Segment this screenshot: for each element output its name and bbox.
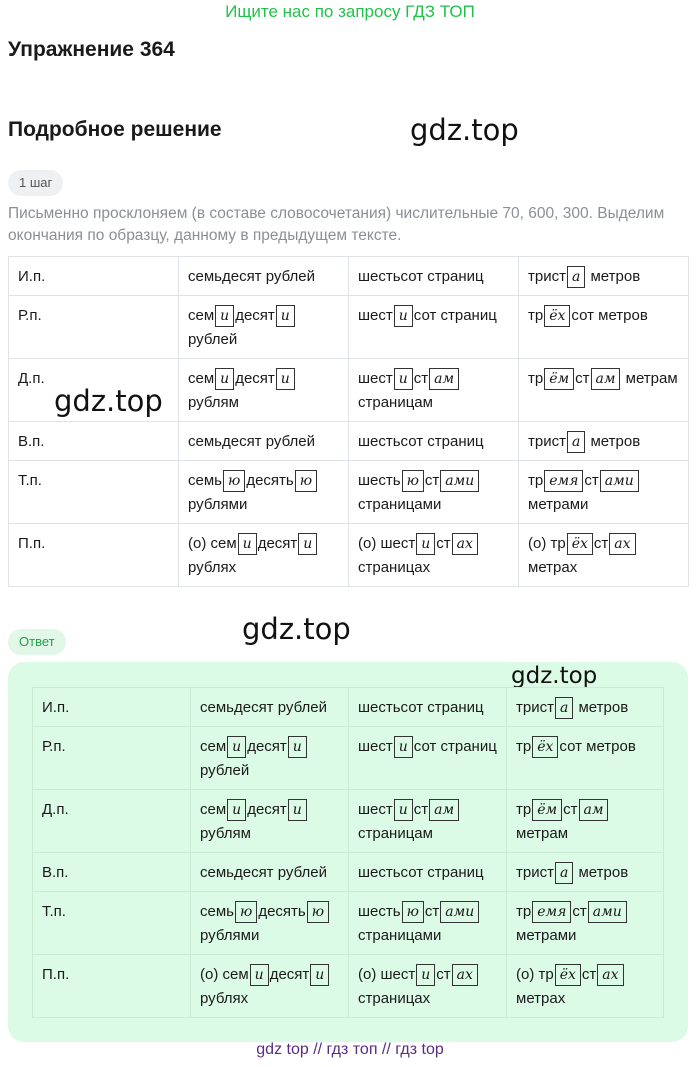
table-row [9, 422, 689, 461]
table-row [33, 892, 664, 955]
numeral-form-300: тр ёх сот метров [507, 727, 664, 790]
ending-box: ах [609, 533, 635, 555]
numeral-form-70: сем и десят и рублям [179, 359, 349, 422]
numeral-form-600: (о) шест и ст ах страницах [349, 955, 507, 1018]
numeral-form-70: семьдесят рублей [179, 257, 349, 296]
ending-box: ах [452, 533, 478, 555]
ending-box: и [288, 736, 307, 758]
case-label: П.п. [33, 955, 191, 1018]
case-label: Д.п. [9, 359, 179, 422]
ending-box: и [227, 736, 246, 758]
solution-heading: Подробное решение [8, 118, 222, 141]
ending-box: ами [440, 901, 479, 923]
numeral-form-600: шест и ст ам страницам [349, 790, 507, 853]
numeral-form-600: шест и сот страниц [349, 296, 519, 359]
ending-box: и [394, 736, 413, 758]
ending-box: ёх [532, 736, 558, 758]
table-row [33, 955, 664, 1018]
ending-box: ёх [555, 964, 581, 986]
case-label: Т.п. [33, 892, 191, 955]
numeral-form-300: трист а метров [507, 853, 664, 892]
ending-box: ам [591, 368, 621, 390]
numeral-form-300: тр емя ст ами метрами [507, 892, 664, 955]
numeral-form-300: трист а метров [519, 422, 689, 461]
ending-box: ю [402, 470, 424, 492]
numeral-form-600: шестьсот страниц [349, 257, 519, 296]
ending-box: и [276, 305, 295, 327]
table-row [9, 296, 689, 359]
ending-box: и [250, 964, 269, 986]
ending-box: емя [544, 470, 583, 492]
table-row [33, 727, 664, 790]
numeral-form-600: шест и сот страниц [349, 727, 507, 790]
numeral-form-300: тр ём ст ам метрам [507, 790, 664, 853]
ending-box: ах [597, 964, 623, 986]
ending-box: и [394, 305, 413, 327]
ending-box: ю [295, 470, 317, 492]
ending-box: и [238, 533, 257, 555]
case-label: Т.п. [9, 461, 179, 524]
numeral-form-300: тр ём ст ам метрам [519, 359, 689, 422]
ending-box: ами [600, 470, 639, 492]
ending-box: и [416, 533, 435, 555]
exercise-title: Упражнение 364 [8, 38, 175, 61]
numeral-form-600: (о) шест и ст ах страницах [349, 524, 519, 587]
numeral-form-600: шесть ю ст ами страницами [349, 461, 519, 524]
declension-table [8, 256, 689, 587]
case-label: В.п. [33, 853, 191, 892]
ending-box: ю [235, 901, 257, 923]
solution-description: Письменно просклоняем (в составе словосочетания) числительные 70, 600, 300. Выделим окончания по образцу, данному в предыдущем тексте. [8, 205, 665, 244]
ending-box: ами [440, 470, 479, 492]
ending-box: и [298, 533, 317, 555]
ending-box: и [276, 368, 295, 390]
numeral-form-70: сем и десят и рублей [191, 727, 349, 790]
ending-box: а [555, 697, 573, 719]
case-label: Р.п. [33, 727, 191, 790]
table-row [33, 853, 664, 892]
numeral-form-600: шест и ст ам страницам [349, 359, 519, 422]
watermark: gdz.top [410, 113, 519, 147]
ending-box: и [288, 799, 307, 821]
numeral-form-70: сем и десят и рублям [191, 790, 349, 853]
table-row [9, 461, 689, 524]
answer-declension-table [32, 687, 664, 1018]
numeral-form-600: шесть ю ст ами страницами [349, 892, 507, 955]
case-label: И.п. [33, 688, 191, 727]
promo-banner[interactable]: Ищите нас по запросу ГДЗ ТОП [225, 2, 475, 21]
ending-box: а [555, 862, 573, 884]
footer-links[interactable]: gdz top // гдз топ // гдз top [256, 1041, 444, 1058]
ending-box: и [394, 799, 413, 821]
watermark: gdz.top [242, 612, 351, 646]
case-label: Д.п. [33, 790, 191, 853]
numeral-form-70: семь ю десять ю рублями [179, 461, 349, 524]
ending-box: ам [429, 799, 459, 821]
ending-box: а [567, 431, 585, 453]
table-row [33, 790, 664, 853]
table-row [9, 524, 689, 587]
ending-box: и [310, 964, 329, 986]
numeral-form-70: (о) сем и десят и рублях [191, 955, 349, 1018]
watermark: gdz.top [511, 663, 598, 689]
ending-box: ёх [567, 533, 593, 555]
answer-badge: Ответ [8, 629, 66, 655]
case-label: П.п. [9, 524, 179, 587]
ending-box: и [215, 305, 234, 327]
numeral-form-600: шестьсот страниц [349, 853, 507, 892]
ending-box: ах [452, 964, 478, 986]
numeral-form-70: семьдесят рублей [191, 688, 349, 727]
table-row [33, 688, 664, 727]
watermark: gdz.top [54, 384, 163, 418]
ending-box: ю [402, 901, 424, 923]
ending-box: ами [588, 901, 627, 923]
numeral-form-70: сем и десят и рублей [179, 296, 349, 359]
numeral-form-300: тр емя ст ами метрами [519, 461, 689, 524]
ending-box: ёх [544, 305, 570, 327]
numeral-form-300: (о) тр ёх ст ах метрах [519, 524, 689, 587]
ending-box: и [215, 368, 234, 390]
step-badge: 1 шаг [8, 170, 63, 196]
ending-box: ём [544, 368, 574, 390]
numeral-form-70: семьдесят рублей [191, 853, 349, 892]
ending-box: ам [429, 368, 459, 390]
numeral-form-600: шестьсот страниц [349, 422, 519, 461]
ending-box: емя [532, 901, 571, 923]
case-label: И.п. [9, 257, 179, 296]
ending-box: а [567, 266, 585, 288]
ending-box: ю [223, 470, 245, 492]
ending-box: и [416, 964, 435, 986]
ending-box: и [394, 368, 413, 390]
ending-box: ам [579, 799, 609, 821]
numeral-form-300: (о) тр ёх ст ах метрах [507, 955, 664, 1018]
ending-box: ём [532, 799, 562, 821]
numeral-form-300: трист а метров [507, 688, 664, 727]
numeral-form-300: трист а метров [519, 257, 689, 296]
numeral-form-70: (о) сем и десят и рублях [179, 524, 349, 587]
ending-box: и [227, 799, 246, 821]
numeral-form-70: семьдесят рублей [179, 422, 349, 461]
table-row [9, 257, 689, 296]
numeral-form-600: шестьсот страниц [349, 688, 507, 727]
ending-box: ю [307, 901, 329, 923]
case-label: В.п. [9, 422, 179, 461]
case-label: Р.п. [9, 296, 179, 359]
numeral-form-70: семь ю десять ю рублями [191, 892, 349, 955]
numeral-form-300: тр ёх сот метров [519, 296, 689, 359]
